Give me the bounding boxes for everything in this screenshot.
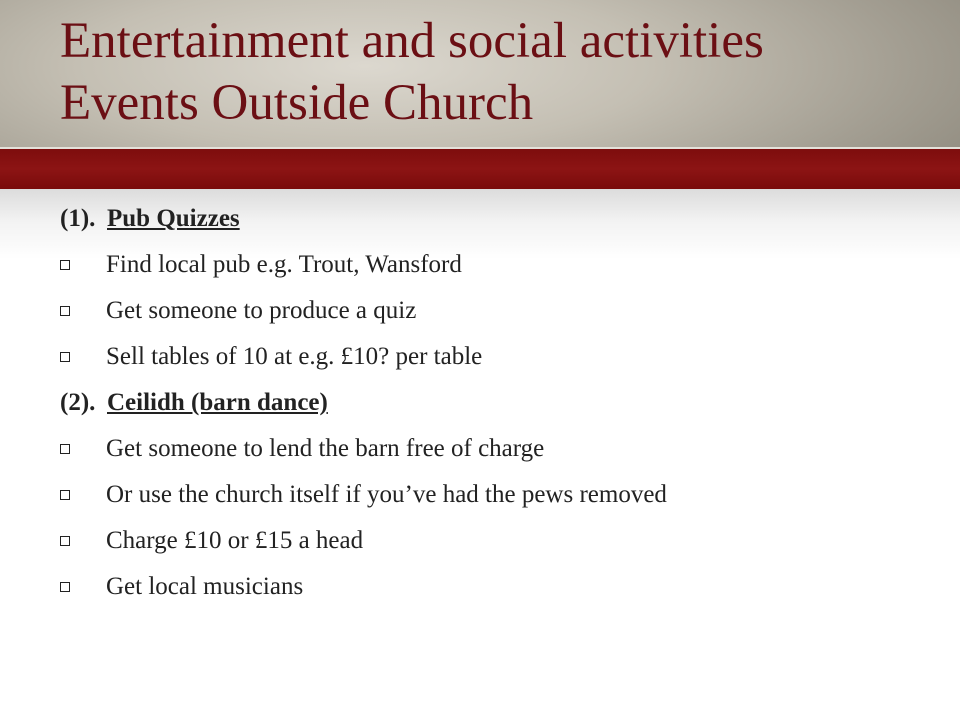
hollow-square-icon [60,582,70,592]
hollow-square-icon [60,352,70,362]
section-heading-label: Ceilidh (barn dance) [107,389,328,416]
section-heading-ceilidh [60,388,328,418]
list-item-text: Charge £10 or £15 a head [106,527,364,554]
hollow-square-icon [60,260,70,270]
section-number: (2). [60,389,96,416]
slide-title-line-2: Events Outside Church [60,75,534,131]
section-heading-label: Pub Quizzes [107,205,240,232]
section-number: (1). [60,205,96,232]
list-item-text: Sell tables of 10 at e.g. £10? per table [106,343,483,370]
section-heading-pub-quizzes [60,204,240,234]
list-item-text: Get someone to produce a quiz [106,297,417,324]
list-item-text: Get someone to lend the barn free of charge [106,435,545,462]
hollow-square-icon [60,536,70,546]
hollow-square-icon [60,306,70,316]
hollow-square-icon [60,444,70,454]
list-item-text: Get local musicians [106,573,304,600]
hollow-square-icon [60,490,70,500]
slide-title-line-1: Entertainment and social activities [60,13,764,69]
list-item-text: Find local pub e.g. Trout, Wansford [106,251,462,278]
list-item-text: Or use the church itself if you’ve had the pews removed [106,481,667,508]
